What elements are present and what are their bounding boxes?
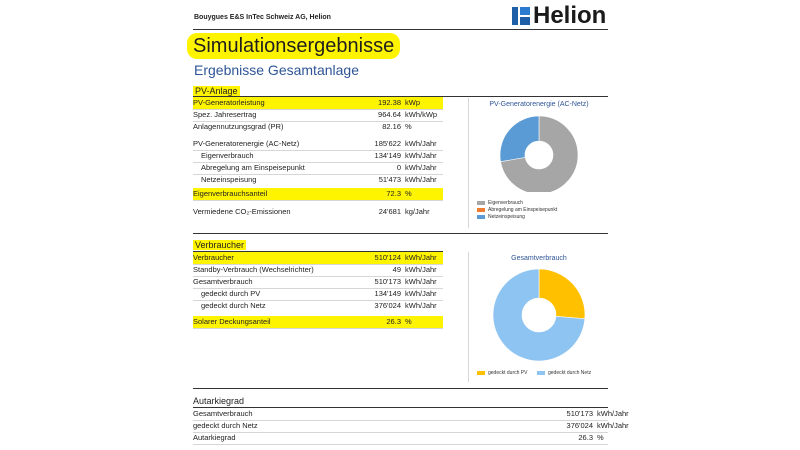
pv-energy-chart [468, 98, 609, 228]
pv-row-co2 [193, 206, 443, 218]
chart-title: PV-Generatorenergie (AC-Netz) [489, 101, 589, 108]
row-value: 49 [392, 265, 401, 274]
row-value: 134'149 [374, 151, 401, 160]
row-value: 185'622 [374, 139, 401, 148]
page-subtitle: Ergebnisse Gesamtanlage [194, 62, 359, 78]
row-label: Netzeinspeisung [201, 175, 257, 184]
verbraucher-section-heading: Verbraucher [195, 240, 245, 250]
row-unit: kWh/Jahr [405, 163, 437, 172]
row-label: Spez. Jahresertrag [193, 110, 257, 119]
row-unit: kWh/Jahr [405, 151, 437, 160]
pie-slice-netzeinspeisung [500, 116, 539, 162]
row-label: Gesamtverbrauch [193, 409, 253, 418]
gesamtverbrauch-donut [469, 264, 609, 364]
pv-row-netzeinspeisung [193, 174, 443, 186]
row-value: 510'173 [374, 277, 401, 286]
autarkie-row-autarkiegrad [193, 432, 608, 445]
legend-label: gedeckt durch Netz [548, 370, 592, 376]
chart-title: Gesamtverbrauch [511, 255, 567, 262]
company-name: Bouygues E&S InTec Schweiz AG, Helion [194, 14, 331, 21]
row-unit: kg/Jahr [405, 207, 430, 216]
row-unit: % [405, 317, 412, 326]
row-value: 192.38 [378, 98, 401, 107]
pv-energy-donut [469, 112, 609, 192]
helion-logo-icon [512, 7, 530, 25]
row-unit: kWh/Jahr [405, 139, 437, 148]
pie-slice-gedeckt-durch-pv [539, 269, 585, 319]
logo-text: Helion [533, 2, 607, 29]
autarkie-section-heading: Autarkiegrad [193, 396, 245, 406]
row-value: 0 [396, 163, 401, 172]
verbraucher-row-netz [193, 300, 443, 312]
row-label: Anlagennutzungsgrad (PR) [193, 122, 284, 131]
row-unit: kWp [405, 98, 420, 107]
row-value: 964.64 [378, 110, 401, 119]
section-divider [193, 233, 608, 234]
row-label: Autarkiegrad [193, 433, 236, 442]
row-value: 376'024 [374, 301, 401, 310]
row-value: 72.3 [386, 189, 401, 198]
row-unit: kWh/Jahr [405, 301, 437, 310]
row-label: Vermiedene CO₂-Emissionen [193, 207, 291, 216]
row-unit: % [405, 189, 412, 198]
row-label: Standby-Verbrauch (Wechselrichter) [193, 265, 314, 274]
legend-label: Eigenverbrauch [488, 200, 524, 206]
page-title: Simulationsergebnisse [187, 33, 400, 59]
row-value: 376'024 [566, 421, 593, 430]
legend-eigenverbrauch [477, 200, 523, 206]
pv-row-eigenverbrauchsanteil [193, 188, 443, 201]
row-unit: kWh/Jahr [405, 253, 437, 262]
row-unit: kWh/Jahr [405, 175, 437, 184]
helion-logo [512, 4, 608, 30]
pv-row-pr [193, 121, 443, 133]
row-label: gedeckt durch Netz [193, 421, 258, 430]
row-unit: kWh/Jahr [597, 409, 629, 418]
row-unit: % [597, 433, 604, 442]
section-divider [193, 388, 608, 389]
row-value: 510'173 [566, 409, 593, 418]
row-value: 51'473 [378, 175, 401, 184]
row-unit: kWh/kWp [405, 110, 438, 119]
legend-label: Netzeinspeisung [488, 214, 525, 220]
row-unit: % [405, 122, 412, 131]
row-label: PV-Generatorenergie (AC-Netz) [193, 139, 300, 148]
legend-netzeinspeisung [477, 214, 525, 220]
row-label: Eigenverbrauchsanteil [193, 189, 268, 198]
legend-label: Abregelung am Einspeisepunkt [488, 207, 558, 213]
legend-abregelung [477, 207, 557, 213]
header-divider [193, 29, 608, 30]
legend-netz [537, 370, 591, 376]
row-unit: kWh/Jahr [597, 421, 629, 430]
verbraucher-row-deckungsanteil [193, 316, 443, 329]
row-label: Abregelung am Einspeisepunkt [201, 163, 305, 172]
row-value: 134'149 [374, 289, 401, 298]
row-label: Solarer Deckungsanteil [193, 317, 271, 326]
row-unit: kWh/Jahr [405, 265, 437, 274]
row-value: 26.3 [578, 433, 593, 442]
row-value: 82.16 [382, 122, 401, 131]
row-label: gedeckt durch PV [201, 289, 261, 298]
legend-pv [477, 370, 527, 376]
row-value: 510'124 [374, 253, 401, 262]
row-label: gedeckt durch Netz [201, 301, 266, 310]
row-label: Eigenverbrauch [201, 151, 254, 160]
row-value: 26.3 [386, 317, 401, 326]
row-label: Gesamtverbrauch [193, 277, 253, 286]
gesamtverbrauch-chart [468, 252, 609, 382]
row-label: Verbraucher [193, 253, 234, 262]
row-unit: kWh/Jahr [405, 277, 437, 286]
legend-label: gedeckt durch PV [488, 370, 528, 376]
pv-section-heading: PV-Anlage [195, 86, 238, 96]
row-value: 24'681 [378, 207, 401, 216]
row-unit: kWh/Jahr [405, 289, 437, 298]
row-label: PV-Generatorleistung [193, 98, 265, 107]
